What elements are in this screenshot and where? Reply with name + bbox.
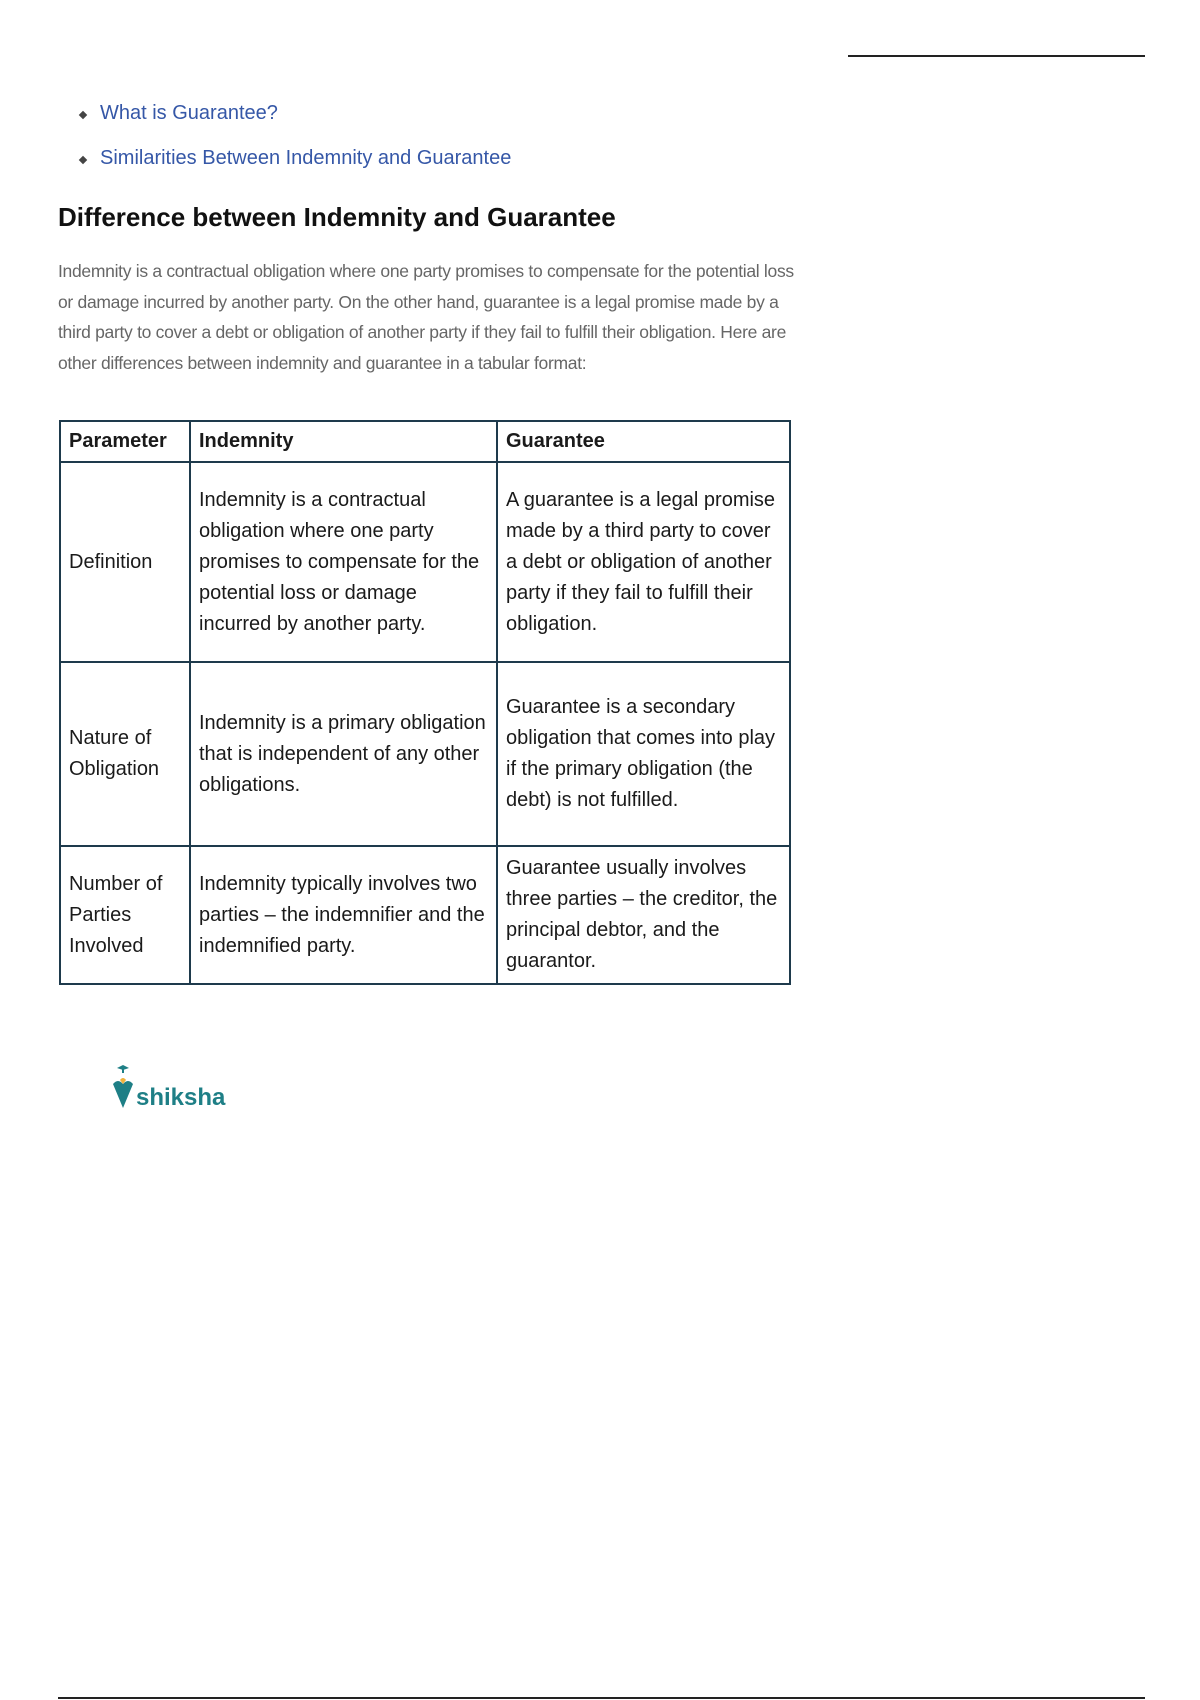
cell-indemnity: Indemnity typically involves two parties – the indemnifier and the indemnified party. <box>190 846 497 984</box>
header-parameter: Parameter <box>60 421 190 462</box>
cell-indemnity: Indemnity is a primary obligation that is independent of any other obligations. <box>190 662 497 846</box>
footer-rule <box>58 1697 1145 1699</box>
toc-link-what-is-guarantee[interactable]: What is Guarantee? <box>78 102 511 147</box>
table-header-row <box>60 421 790 462</box>
table-row <box>60 462 790 662</box>
header-rule <box>848 55 1145 57</box>
cell-parameter: Nature of Obligation <box>60 662 190 846</box>
cell-guarantee: Guarantee is a secondary obligation that comes into play if the primary obligation (the debt) is not fulfilled. <box>497 662 790 846</box>
toc-link-similarities[interactable]: Similarities Between Indemnity and Guarantee <box>78 147 511 192</box>
section-heading: Difference between Indemnity and Guarantee <box>58 202 616 232</box>
header-indemnity: Indemnity <box>190 421 497 462</box>
cell-parameter: Number of Parties Involved <box>60 846 190 984</box>
cell-guarantee: A guarantee is a legal promise made by a third party to cover a debt or obligation of another party if they fail to fulfill their obligation. <box>497 462 790 662</box>
cell-parameter: Definition <box>60 462 190 662</box>
table-row <box>60 662 790 846</box>
shiksha-logo-icon <box>112 1064 134 1110</box>
shiksha-logo-text: shiksha <box>136 1084 226 1111</box>
shiksha-logo <box>112 1064 225 1110</box>
cell-guarantee: Guarantee usually involves three parties – the creditor, the principal debtor, and the guarantor. <box>497 846 790 984</box>
header-guarantee: Guarantee <box>497 421 790 462</box>
table-row <box>60 846 790 984</box>
cell-indemnity: Indemnity is a contractual obligation where one party promises to compensate for the potential loss or damage incurred by another party. <box>190 462 497 662</box>
intro-paragraph: Indemnity is a contractual obligation where one party promises to compensate for the potential loss or damage incurred by another party. On the other hand, guarantee is a legal promise made by a third party to cover a debt or obligation of another party if they fail to fulfill their obligation. Here are other differences between indemnity and guarantee in a tabular format: <box>58 261 794 373</box>
comparison-table <box>59 420 791 985</box>
table-of-contents <box>78 102 511 192</box>
